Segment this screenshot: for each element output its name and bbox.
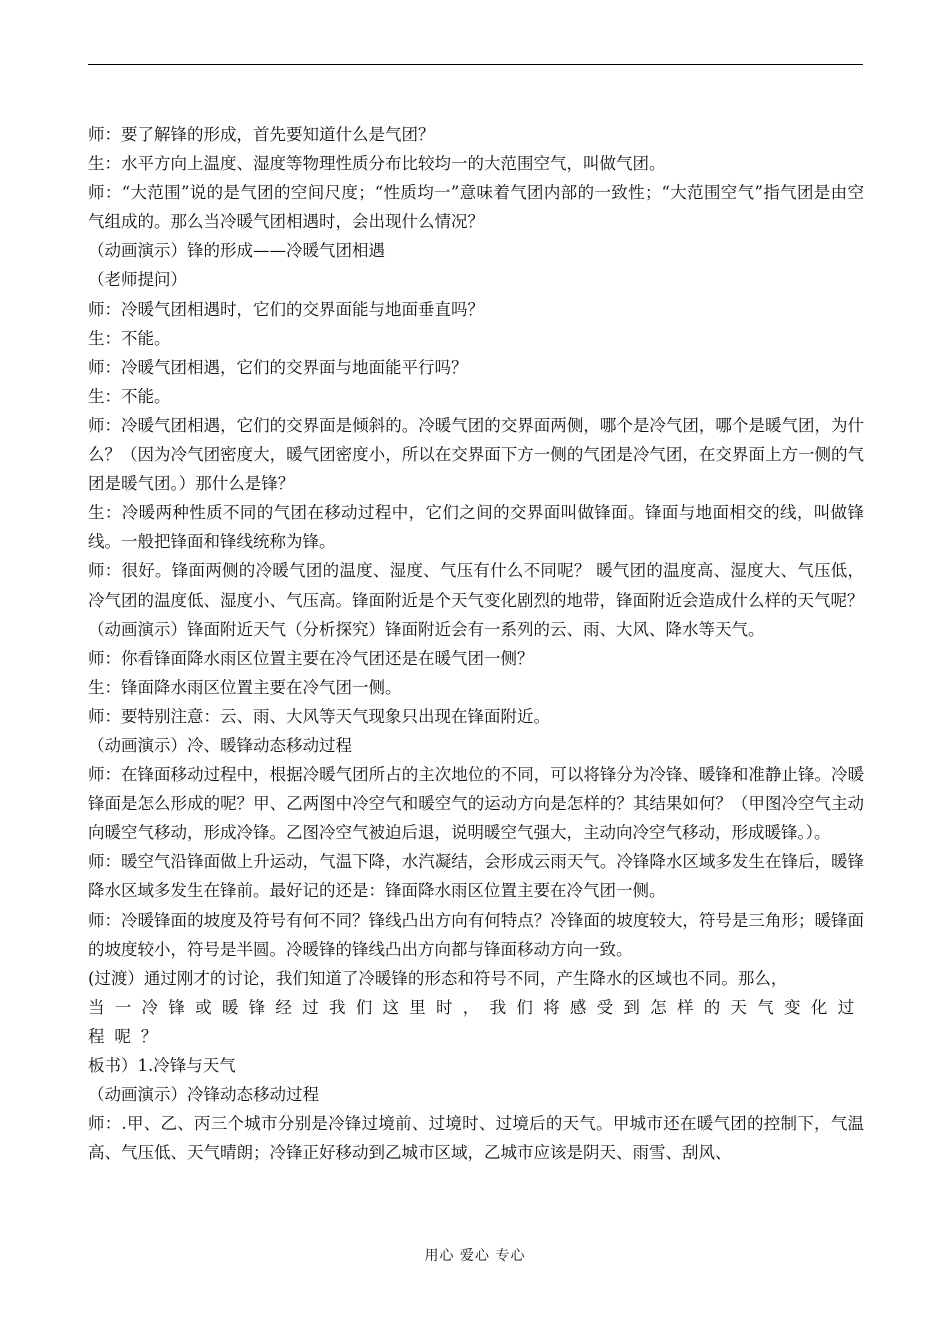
- paragraph: （动画演示）冷、暖锋动态移动过程: [88, 735, 352, 755]
- paragraph: 师：很好。锋面两侧的冷暖气团的温度、湿度、气压有什么不同呢？ 暖气团的温度高、湿度大、气压低，冷气团的温度低、湿度小、气压高。锋面附近是个天气变化剧烈的地带，锋面附近会造成什么样的天气呢？: [88, 561, 864, 610]
- paragraph: 生：水平方向上温度、湿度等物理性质分布比较均一的大范围空气，叫做气团。: [88, 154, 666, 174]
- paragraph: 师：冷暖锋面的坡度及符号有何不同？锋线凸出方向有何特点？冷锋面的坡度较大，符号是三角形；暖锋面的坡度较小，符号是半圆。冷暖锋的锋线凸出方向都与锋面移动方向一致。: [88, 910, 864, 959]
- paragraph: 生：不能。: [88, 328, 171, 348]
- paragraph: 当一冷锋或暖锋经过我们这里时，我们将感受到怎样的天气变化过程呢？: [88, 997, 864, 1046]
- paragraph: 师：“大范围”说的是气团的空间尺度；“性质均一”意味着气团内部的一致性；“大范围空气”指气团是由空气组成的。那么当冷暖气团相遇时，会出现什么情况？: [88, 183, 864, 232]
- paragraph: 生：冷暖两种性质不同的气团在移动过程中，它们之间的交界面叫做锋面。锋面与地面相交的线，叫做锋线。一般把锋面和锋线统称为锋。: [88, 503, 864, 552]
- paragraph: （动画演示）锋面附近天气（分析探究）锋面附近会有一系列的云、雨、大风、降水等天气。: [88, 619, 765, 639]
- paragraph: (过渡）通过刚才的讨论，我们知道了冷暖锋的形态和符号不同，产生降水的区域也不同。那么，: [88, 968, 788, 988]
- paragraph: 生：锋面降水雨区位置主要在冷气团一侧。: [88, 677, 402, 697]
- paragraph: 师：你看锋面降水雨区位置主要在冷气团还是在暖气团一侧？: [88, 648, 534, 668]
- paragraph: 师：在锋面移动过程中，根据冷暖气团所占的主次地位的不同，可以将锋分为冷锋、暖锋和准静止锋。冷暖锋面是怎么形成的呢？甲、乙两图中冷空气和暖空气的运动方向是怎样的？其结果如何？（甲图冷空气主动向暖空气移动，形成冷锋。乙图冷空气被迫后退，说明暖空气强大，主动向冷空气移动，形成暖锋。）。: [88, 765, 864, 843]
- paragraph: 师：冷暖气团相遇，它们的交界面与地面能平行吗？: [88, 357, 468, 377]
- paragraph: 生：不能。: [88, 386, 171, 406]
- paragraph: 师：暖空气沿锋面做上升运动，气温下降，水汽凝结，会形成云雨天气。冷锋降水区域多发生在锋后，暖锋降水区域多发生在锋前。最好记的还是：锋面降水雨区位置主要在冷气团一侧。: [88, 852, 864, 901]
- paragraph: 师：.甲、乙、丙三个城市分别是冷锋过境前、过境时、过境后的天气。甲城市还在暖气团的控制下，气温高、气压低、天气晴朗；冷锋正好移动到乙城市区域，乙城市应该是阴天、雨雪、刮风、: [88, 1114, 864, 1163]
- document-body: [88, 120, 864, 1167]
- paragraph: （动画演示）锋的形成——冷暖气团相遇: [88, 241, 385, 261]
- header-rule: [88, 64, 863, 65]
- paragraph: （动画演示）冷锋动态移动过程: [88, 1085, 319, 1105]
- paragraph: 师：冷暖气团相遇，它们的交界面是倾斜的。冷暖气团的交界面两侧，哪个是冷气团，哪个是暖气团，为什么？（因为冷气团密度大，暖气团密度小，所以在交界面下方一侧的气团是冷气团，在交界面上方一侧的气团是暖气团。）那什么是锋？: [88, 415, 864, 494]
- paragraph: 师：要特别注意：云、雨、大风等天气现象只出现在锋面附近。: [88, 706, 550, 726]
- paragraph: 师：要了解锋的形成，首先要知道什么是气团？: [88, 125, 435, 144]
- paragraph: 师：冷暖气团相遇时，它们的交界面能与地面垂直吗？: [88, 299, 484, 319]
- paragraph: （老师提问）: [88, 270, 187, 290]
- paragraph: 板书）1.冷锋与天气: [88, 1056, 236, 1075]
- page-footer: 用心 爱心 专心: [424, 1248, 526, 1264]
